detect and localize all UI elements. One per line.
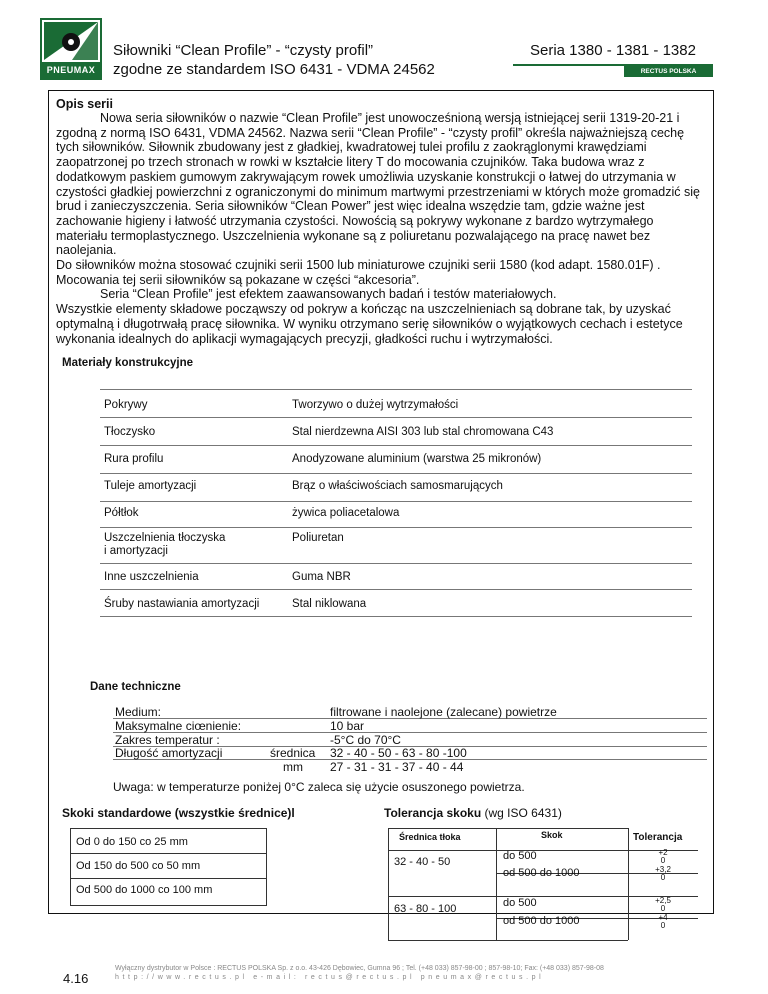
series-description [56, 111, 708, 346]
logo-wordmark: PNEUMAX [42, 62, 100, 78]
tolerance-upper: +2,5 [655, 896, 671, 905]
table-row [100, 417, 692, 445]
grid-line [388, 828, 389, 940]
description-paragraph: Wszystkie elementy składowe począwszy od pokryw a kończąc na uszczelnieniach są dobrane tak, by uzyskać optymalną i długotrwałą pracę siłownika. W wyniku otrzymano serię siłowników o wyjątkowych cechach i estetyce wykonania idealnych do aplikacji wymagających precyzji, gładkości ruchu i wytrzymałości. [56, 302, 683, 346]
stroke-row: Od 0 do 150 co 25 mm [76, 836, 188, 848]
material-part: Półtłok [104, 507, 139, 519]
section-title-materials: Materiały konstrukcyjne [62, 357, 194, 369]
tech-value-medium: filtrowane i naolejone (zalecane) powietrze [330, 705, 557, 719]
tech-value-diameters: 32 - 40 - 50 - 63 - 80 -100 [330, 746, 467, 760]
material-value: Stal nierdzewna AISI 303 lub stal chromowana C43 [292, 426, 554, 438]
logo-emblem-icon [42, 20, 100, 62]
series-label: Seria 1380 - 1381 - 1382 [530, 42, 696, 59]
stroke-range: do 500 [503, 897, 537, 909]
pneumax-logo [40, 18, 102, 80]
tech-value-pressure: 10 bar [330, 719, 365, 733]
tech-value-cushion-lengths: 27 - 31 - 31 - 37 - 40 - 44 [330, 760, 464, 774]
material-part: Tuleje amortyzacji [104, 480, 197, 492]
material-part: Rura profilu [104, 453, 164, 465]
section-title-tolerance [384, 806, 562, 820]
table-row [100, 527, 692, 563]
material-value: Tworzywo o dużej wytrzymałości [292, 399, 459, 411]
table-bottom-rule [100, 616, 692, 617]
footer-contact: http://www.rectus.pl e-mail: rectus@rectus.pl pneumax@rectus.pl [115, 974, 545, 981]
tolerance-upper: +4 [658, 913, 668, 922]
table-row [100, 445, 692, 473]
tolerance-lower: 0 [660, 856, 666, 865]
stroke-row: Od 500 do 1000 co 100 mm [76, 884, 213, 896]
diameter-group: 63 - 80 - 100 [394, 903, 457, 915]
material-value: żywica poliacetalowa [292, 507, 400, 519]
material-value: Anodyzowane aluminium (warstwa 25 mikronów) [292, 453, 542, 465]
section-title-strokes: Skoki standardowe (wszystkie średnice)l [62, 806, 295, 820]
grid-line [496, 828, 497, 940]
tech-label-pressure: Maksymalne ciœnienie: [115, 719, 242, 733]
grid-line [388, 940, 628, 941]
material-value: Brąz o właściwościach samosmarujących [292, 480, 503, 492]
technical-note: Uwaga: w temperaturze poniżej 0°C zaleca się użycie osuszonego powietrza. [113, 780, 525, 794]
tech-value-temperature: -5°C do 70°C [330, 733, 401, 747]
tech-label-unit: mm [283, 760, 303, 774]
tolerance-lower: 0 [660, 873, 666, 882]
table-row [100, 389, 692, 417]
diameter-group: 32 - 40 - 50 [394, 856, 451, 868]
tech-label-cushion: Długość amortyzacji [115, 746, 223, 760]
section-title-technical: Dane techniczne [90, 681, 181, 693]
grid-line [628, 828, 629, 940]
tolerance-value [643, 866, 683, 882]
tech-label-temperature: Zakres temperatur : [115, 733, 220, 747]
column-header-tolerance: Tolerancja [633, 832, 683, 843]
material-part: Śruby nastawiania amortyzacji [104, 598, 260, 610]
material-part: Pokrywy [104, 399, 148, 411]
column-header-diameter: Średnica tłoka [399, 832, 461, 842]
description-paragraph: Do siłowników można stosować czujniki serii 1500 lub miniaturowe czujniki serii 1580 (kod adapt. 1580.01F) . [56, 258, 661, 273]
description-paragraph: Nowa seria siłowników o nazwie “Clean Profile” jest unowocześnioną wersją istniejącej serii 1319-20-21 i zgodną z normą ISO 6431, VDMA 24562. Nazwa serii “Clean Profile” - “czysty profil” określa najważniejszą cechę tych siłowników. Siłownik zbudowany jest z gładkiej, kwadratowej tulei profilu z zaokrąglonymi krawędziami zaopatrzonej po trzech stronach w rowki w kształcie litery T do mocowania czujników. Taka budowa wraz z dodatkowym paskiem gumowym zakrywającym rowek umożliwia uzyskanie konstrukcji o łatwej do utrzymania w czystości gładkiej powierzchni z ograniczonymi do minimum martwymi przestrzeniami w których może gromadzić się brud i zanieczyszczenia. Seria siłowników “Clean Power” jest więc idealna wszędzie tam, gdzie ważne jest zachowanie higieny i łatwość utrzymania czystości. Nowością są pokrywy wykonane z bardzo wytrzymałego materiału termoplastycznego. Uszczelnienia wykonane są z poliuretanu pozwalającego na pracę nawet bez naolejania. [56, 111, 700, 258]
tolerance-upper: +3,2 [655, 865, 671, 874]
section-title-opis: Opis serii [56, 97, 113, 111]
footer-address: Wyłączny dystrybutor w Polsce : RECTUS POLSKA Sp. z o.o. 43-426 Dębowiec, Gumna 96 ; Tel. (+48 033) 857-98-00 ; 857-98-10; Fax: (+48 033) 857-98-08 [115, 965, 604, 972]
material-value: Poliuretan [292, 532, 344, 544]
doc-title-line1: Siłowniki “Clean Profile” - “czysty profil” [113, 42, 374, 59]
material-part: Tłoczysko [104, 426, 156, 438]
tolerance-value [643, 897, 683, 913]
table-row [100, 501, 692, 529]
tech-label-medium: Medium: [115, 705, 162, 719]
row-divider [70, 878, 267, 879]
column-header-stroke: Skok [541, 830, 563, 840]
doc-title-line2: zgodne ze standardem ISO 6431 - VDMA 24562 [113, 61, 435, 78]
description-paragraph: Mocowania tej serii siłowników są pokazane w części “akcesoria”. [56, 272, 420, 287]
material-part-cont: i amortyzacji [104, 545, 168, 557]
description-paragraph: Seria “Clean Profile” jest efektem zaawansowanych badań i testów materiałowych. [100, 287, 557, 302]
tolerance-lower: 0 [660, 921, 666, 930]
tolerance-title-rest: (wg ISO 6431) [481, 806, 562, 820]
distributor-badge: RECTUS POLSKA [624, 66, 713, 77]
stroke-row: Od 150 do 500 co 50 mm [76, 860, 201, 872]
tech-label-diameter: średnica [270, 746, 316, 760]
material-part: Uszczelnienia tłoczyska [104, 532, 226, 544]
stroke-range: od 500 do 1000 [503, 915, 580, 927]
tolerance-value [643, 914, 683, 930]
tolerance-lower: 0 [660, 904, 666, 913]
row-divider [70, 853, 267, 854]
tolerance-upper: +2 [658, 848, 668, 857]
page-number: 4.16 [63, 971, 89, 986]
material-value: Guma NBR [292, 571, 351, 583]
tolerance-title-bold: Tolerancja skoku [384, 806, 482, 820]
table-row [100, 589, 692, 616]
table-row [100, 473, 692, 501]
table-row [100, 563, 692, 589]
material-part: Inne uszczelnienia [104, 571, 199, 583]
stroke-range: od 500 do 1000 [503, 867, 580, 879]
stroke-range: do 500 [503, 850, 537, 862]
material-value: Stal niklowana [292, 598, 367, 610]
tolerance-value [643, 849, 683, 865]
grid-line [388, 828, 628, 829]
